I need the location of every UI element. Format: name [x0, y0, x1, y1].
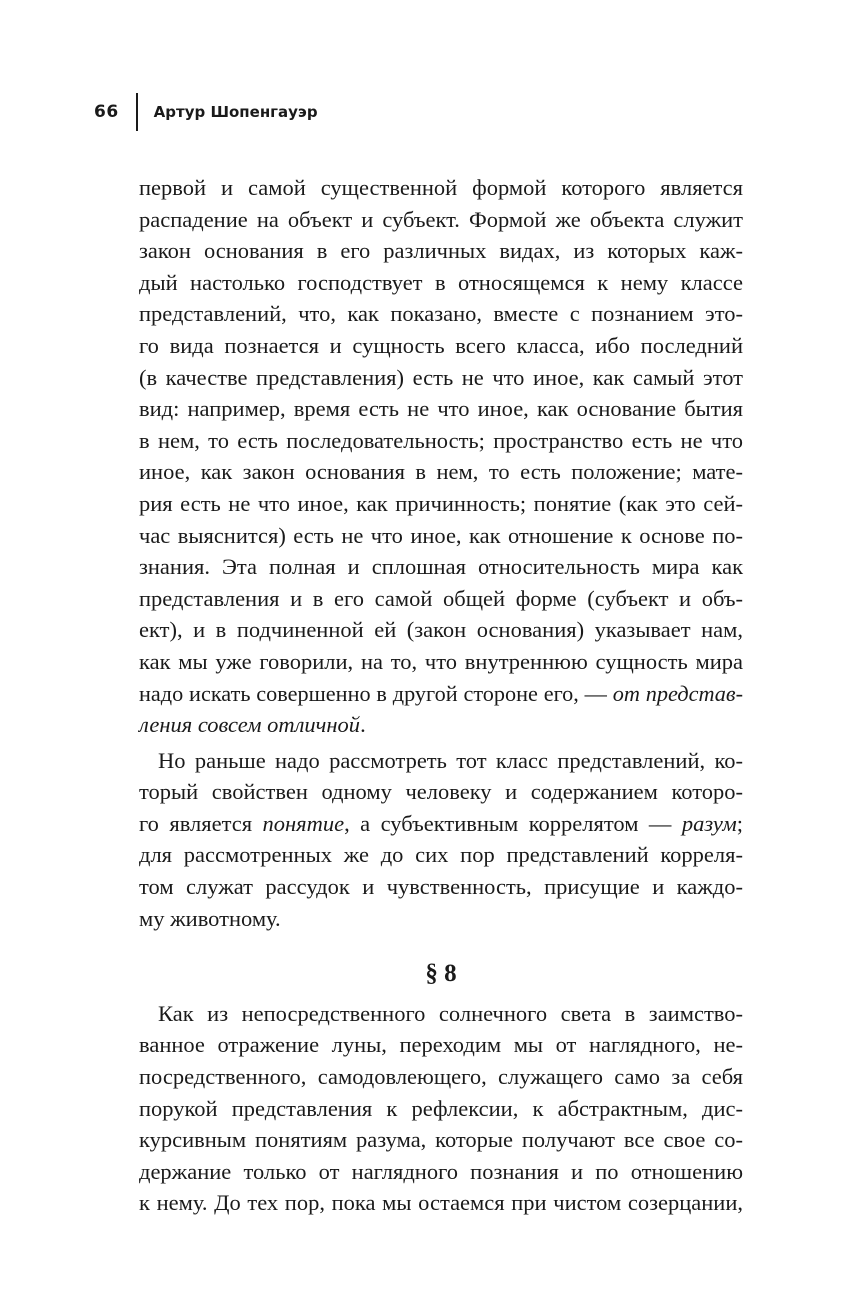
text-line: иное, как закон основания в нем, то есть положение; мате- [139, 459, 743, 485]
text-line: посредственного, самодовлеющего, служащего само за себя [139, 1064, 743, 1090]
header-divider [136, 93, 138, 131]
text-line: распадение на объект и субъект. Формой же объекта служит [139, 206, 743, 232]
text-line: закон основания в его различных видах, из которых каж- [139, 238, 743, 264]
italic-emphasis: понятие [262, 810, 345, 836]
paragraph-3 [139, 998, 743, 1219]
text-line: Но раньше надо рассмотреть тот класс представлений, ко- [158, 747, 743, 773]
text-line: дый настолько господствует в относящемся к нему классе [139, 269, 743, 295]
page-number: 66 [94, 102, 119, 122]
text-run: го является [139, 810, 263, 836]
text-line: том служат рассудок и чувственность, присущие и каждо- [139, 874, 743, 900]
text-line [139, 808, 743, 840]
text-line: рия есть не что иное, как причинность; понятие (как это сей- [139, 490, 743, 516]
text-line: торый свойствен одному человеку и содержанием которо- [139, 779, 743, 805]
italic-emphasis: ления совсем отличной [139, 712, 361, 738]
text-line: держание только от наглядного познания и по отношению [139, 1158, 743, 1184]
text-line: ванное отражение луны, переходим мы от наглядного, не- [139, 1032, 743, 1058]
text-line: как мы уже говорили, на то, что внутреннюю сущность мира [139, 648, 743, 674]
text-line: к нему. До тех пор, пока мы остаемся при чистом созерцании, [139, 1190, 743, 1216]
section-heading: § 8 [425, 960, 457, 988]
running-head [94, 92, 318, 132]
text-line: му животному. [139, 905, 281, 931]
body-text [139, 172, 743, 1219]
text-line: го вида познается и сущность всего класса, ибо последний [139, 332, 743, 358]
text-line: в нем, то есть последовательность; пространство есть не что [139, 427, 743, 453]
text-line [139, 678, 743, 710]
text-line [139, 709, 743, 741]
text-line: представлений, что, как показано, вместе с познанием это- [139, 301, 743, 327]
paragraph-2 [139, 745, 743, 935]
text-line: ект), и в подчиненной ей (закон основания) указывает нам, [139, 617, 743, 643]
text-line: первой и самой существенной формой которого является [139, 175, 743, 200]
text-run: , а субъективным коррелятом — [344, 810, 682, 836]
text-run: . [360, 712, 366, 738]
text-line: курсивным понятиям разума, которые получают все свое со- [139, 1127, 743, 1153]
text-run: надо искать совершенно в другой стороне его, — [139, 680, 613, 706]
text-line: для рассмотренных же до сих пор представлений корреля- [139, 842, 743, 868]
text-line: порукой представления к рефлексии, к абстрактным, дис- [139, 1095, 743, 1121]
text-line: Как из непосредственного солнечного света в заимство- [158, 1000, 743, 1026]
text-line: знания. Эта полная и сплошная относительность мира как [139, 554, 743, 580]
italic-emphasis: разум [681, 810, 737, 836]
running-title: Артур Шопенгауэр [153, 103, 318, 121]
paragraph-1 [139, 172, 743, 741]
text-line: час выяснится) есть не что иное, как отношение к основе по- [139, 522, 743, 548]
text-line: представления и в его самой общей форме (субъект и объ- [139, 585, 743, 611]
text-line: вид: например, время есть не что иное, как основание бытия [139, 396, 743, 422]
italic-emphasis: от представ- [612, 680, 743, 706]
text-run: ; [736, 810, 743, 836]
text-line: (в качестве представления) есть не что иное, как самый этот [139, 364, 743, 390]
